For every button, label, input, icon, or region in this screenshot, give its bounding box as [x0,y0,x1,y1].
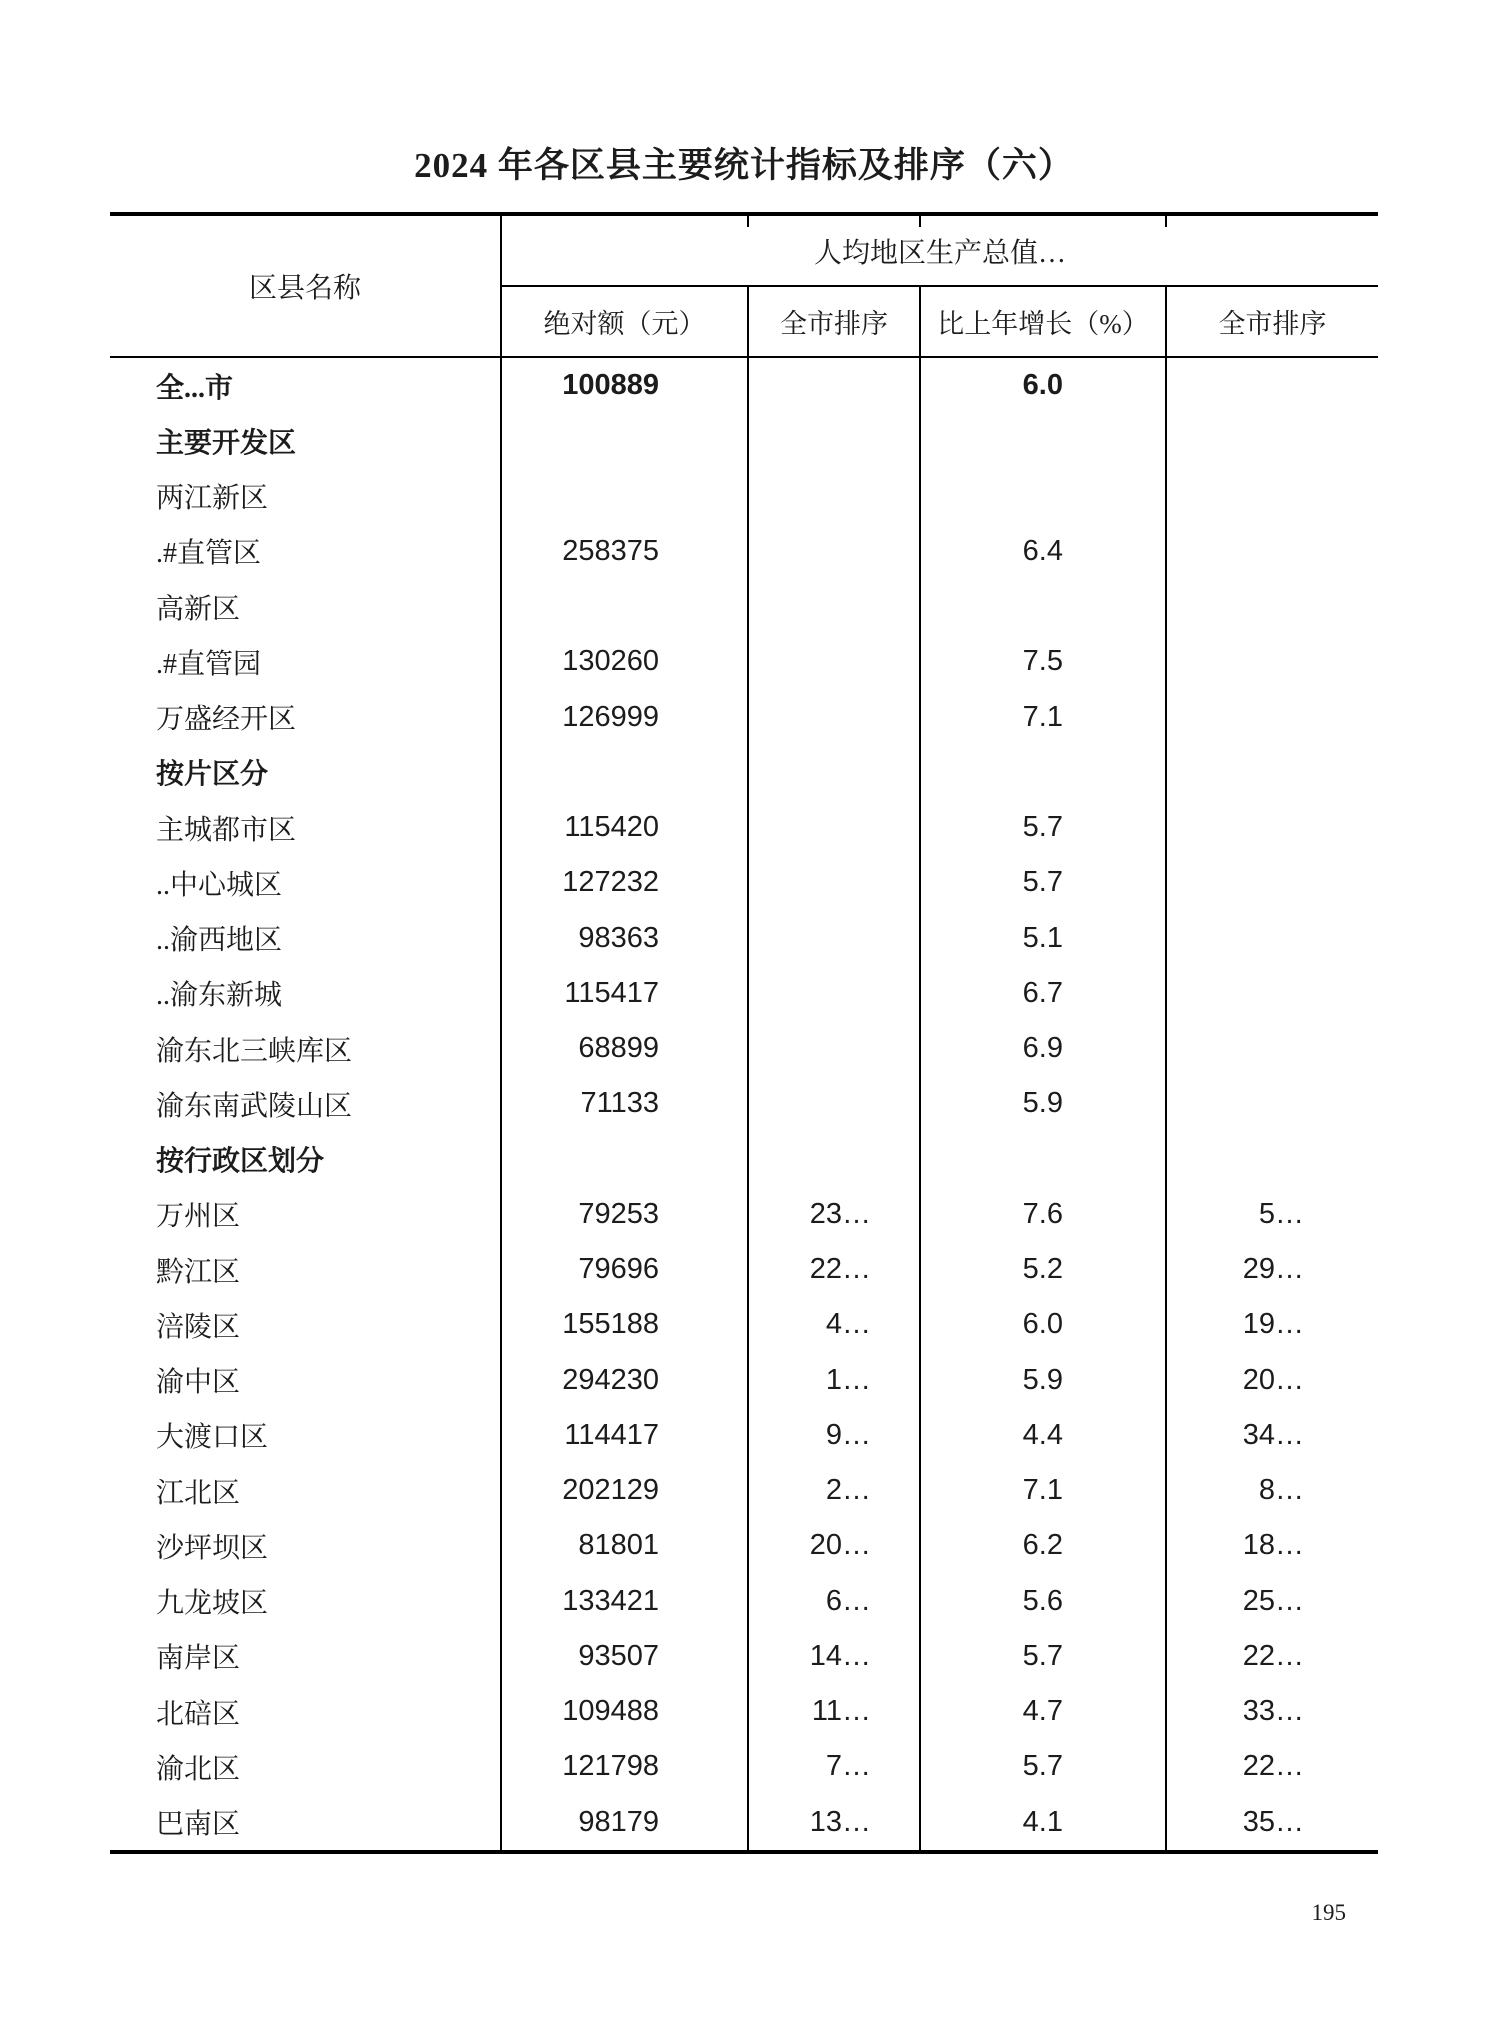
absolute-amount-cell: 98179 [502,1795,749,1850]
district-name-cell: 江北区 [110,1463,502,1518]
absolute-amount-cell: 121798 [502,1739,749,1794]
statistics-table [110,212,1378,1854]
district-name-cell: 南岸区 [110,1629,502,1684]
growth-cell: 5.2 [921,1242,1167,1297]
absolute-amount-cell: 109488 [502,1684,749,1739]
absolute-amount-cell [502,469,749,524]
top-border-tick [919,216,921,227]
district-name-cell: 渝东南武陵山区 [110,1076,502,1131]
city-rank-growth-cell: 34… [1242,1418,1304,1451]
district-name-cell: 北碚区 [110,1684,502,1739]
growth-cell: 6.9 [921,1021,1167,1076]
city-rank-abs-cell [749,358,921,413]
absolute-amount-cell: 133421 [502,1574,749,1629]
city-rank-growth-cell: 19… [1242,1308,1304,1341]
city-rank-growth-cell [1167,469,1378,524]
city-rank-abs-cell [749,966,921,1021]
district-name-cell: 渝北区 [110,1739,502,1794]
city-rank-growth-cell [1167,413,1378,468]
absolute-amount-cell: 130260 [502,634,749,689]
col-header-absolute-amount: 绝对额（元） [502,287,749,358]
city-rank-growth-cell: 8… [1258,1474,1304,1507]
city-rank-growth-cell [1167,745,1378,800]
col-header-growth-over-prev-year: 比上年增长（%） [921,287,1167,358]
growth-cell: 6.2 [921,1518,1167,1573]
city-rank-abs-cell [749,524,921,579]
absolute-amount-cell [502,1132,749,1187]
city-rank-growth-cell [1167,579,1378,634]
district-name-cell: .#直管园 [110,634,502,689]
absolute-amount-cell: 100889 [502,358,749,413]
city-rank-abs-cell [749,745,921,800]
city-rank-growth-cell [1167,358,1378,413]
district-name-cell: .#直管区 [110,524,502,579]
city-rank-growth-cell: 33… [1242,1695,1304,1728]
city-rank-growth-cell [1167,855,1378,910]
absolute-amount-cell: 155188 [502,1297,749,1352]
growth-cell: 7.1 [921,1463,1167,1518]
growth-cell: 5.9 [921,1353,1167,1408]
growth-cell [921,1132,1167,1187]
city-rank-growth-cell: 35… [1242,1805,1304,1838]
growth-cell: 4.7 [921,1684,1167,1739]
city-rank-growth-cell: 29… [1242,1253,1304,1286]
absolute-amount-cell: 126999 [502,690,749,745]
absolute-amount-cell: 127232 [502,855,749,910]
growth-cell [921,469,1167,524]
absolute-amount-cell: 115417 [502,966,749,1021]
district-name-cell: 渝中区 [110,1353,502,1408]
absolute-amount-cell: 79253 [502,1187,749,1242]
city-rank-abs-cell [749,413,921,468]
growth-cell: 5.7 [921,800,1167,855]
col-header-district-name: 区县名称 [110,216,502,358]
absolute-amount-cell: 79696 [502,1242,749,1297]
absolute-amount-cell: 258375 [502,524,749,579]
district-name-cell: 九龙坡区 [110,1574,502,1629]
absolute-amount-cell: 98363 [502,911,749,966]
city-rank-growth-cell [1167,911,1378,966]
city-rank-abs-cell [749,469,921,524]
city-rank-growth-cell [1167,800,1378,855]
growth-cell: 5.7 [921,1739,1167,1794]
district-name-cell: 高新区 [110,579,502,634]
absolute-amount-cell: 202129 [502,1463,749,1518]
city-rank-abs-cell [749,1021,921,1076]
city-rank-abs-cell: 6… [749,1574,921,1629]
city-rank-abs-cell [749,911,921,966]
growth-cell: 7.6 [921,1187,1167,1242]
growth-cell: 6.4 [921,524,1167,579]
district-name-cell: 黔江区 [110,1242,502,1297]
absolute-amount-cell: 81801 [502,1518,749,1573]
district-name-cell: 主城都市区 [110,800,502,855]
page-number: 195 [1311,1900,1346,1925]
city-rank-abs-cell: 7… [749,1739,921,1794]
city-rank-growth-cell [1167,634,1378,689]
district-name-cell: 主要开发区 [110,413,502,468]
city-rank-growth-cell: 18… [1242,1529,1304,1562]
absolute-amount-cell: 115420 [502,800,749,855]
growth-cell: 6.0 [921,358,1167,413]
district-name-cell: 巴南区 [110,1795,502,1850]
district-name-cell: 涪陵区 [110,1297,502,1352]
district-name-cell: 万盛经开区 [110,690,502,745]
col-header-city-rank-2: 全市排序 [1167,287,1378,358]
page-title: 2024 年各区县主要统计指标及排序（六） [414,146,1074,185]
city-rank-growth-cell [1167,1132,1378,1187]
growth-cell [921,413,1167,468]
district-name-cell: 两江新区 [110,469,502,524]
city-rank-abs-cell [749,690,921,745]
city-rank-growth-cell [1167,690,1378,745]
city-rank-abs-cell: 20… [749,1518,921,1573]
city-rank-growth-cell [1167,1076,1378,1131]
growth-cell: 6.7 [921,966,1167,1021]
district-name-cell: 大渡口区 [110,1408,502,1463]
city-rank-growth-cell [1167,966,1378,1021]
city-rank-abs-cell [749,579,921,634]
growth-cell [921,579,1167,634]
top-border-tick [1165,216,1167,227]
district-name-cell: ..渝东新城 [110,966,502,1021]
city-rank-growth-cell: 22… [1242,1750,1304,1783]
district-name-cell: 万州区 [110,1187,502,1242]
district-name-cell: 按行政区划分 [110,1132,502,1187]
city-rank-abs-cell [749,1132,921,1187]
city-rank-abs-cell: 4… [749,1297,921,1352]
city-rank-abs-cell [749,634,921,689]
absolute-amount-cell: 68899 [502,1021,749,1076]
city-rank-abs-cell: 23… [749,1187,921,1242]
growth-cell: 4.1 [921,1795,1167,1850]
district-name-cell: ..中心城区 [110,855,502,910]
city-rank-abs-cell [749,855,921,910]
district-name-cell: 沙坪坝区 [110,1518,502,1573]
city-rank-growth-cell: 22… [1242,1639,1304,1672]
city-rank-abs-cell: 9… [749,1408,921,1463]
city-rank-growth-cell: 20… [1242,1363,1304,1396]
growth-cell: 5.6 [921,1574,1167,1629]
city-rank-growth-cell: 5… [1258,1197,1304,1230]
absolute-amount-cell [502,579,749,634]
absolute-amount-cell [502,745,749,800]
absolute-amount-cell: 294230 [502,1353,749,1408]
city-rank-abs-cell: 1… [749,1353,921,1408]
growth-cell: 6.0 [921,1297,1167,1352]
city-rank-growth-cell: 25… [1242,1584,1304,1617]
growth-cell: 7.5 [921,634,1167,689]
absolute-amount-cell: 71133 [502,1076,749,1131]
growth-cell: 5.9 [921,1076,1167,1131]
absolute-amount-cell [502,413,749,468]
district-name-cell: 渝东北三峡库区 [110,1021,502,1076]
absolute-amount-cell: 114417 [502,1408,749,1463]
city-rank-abs-cell: 2… [749,1463,921,1518]
col-group-header-per-capita-grp: 人均地区生产总值… [502,216,1378,287]
city-rank-abs-cell [749,800,921,855]
growth-cell: 5.7 [921,855,1167,910]
growth-cell: 7.1 [921,690,1167,745]
city-rank-growth-cell [1167,1021,1378,1076]
growth-cell: 5.7 [921,1629,1167,1684]
district-name-cell: 全...市 [110,358,502,413]
city-rank-growth-cell [1167,524,1378,579]
city-rank-abs-cell: 14… [749,1629,921,1684]
top-border-tick [747,216,749,227]
district-name-cell: ..渝西地区 [110,911,502,966]
city-rank-abs-cell: 13… [749,1795,921,1850]
city-rank-abs-cell [749,1076,921,1131]
city-rank-abs-cell: 11… [749,1684,921,1739]
growth-cell [921,745,1167,800]
col-header-city-rank-1: 全市排序 [749,287,921,358]
growth-cell: 4.4 [921,1408,1167,1463]
absolute-amount-cell: 93507 [502,1629,749,1684]
growth-cell: 5.1 [921,911,1167,966]
city-rank-abs-cell: 22… [749,1242,921,1297]
district-name-cell: 按片区分 [110,745,502,800]
